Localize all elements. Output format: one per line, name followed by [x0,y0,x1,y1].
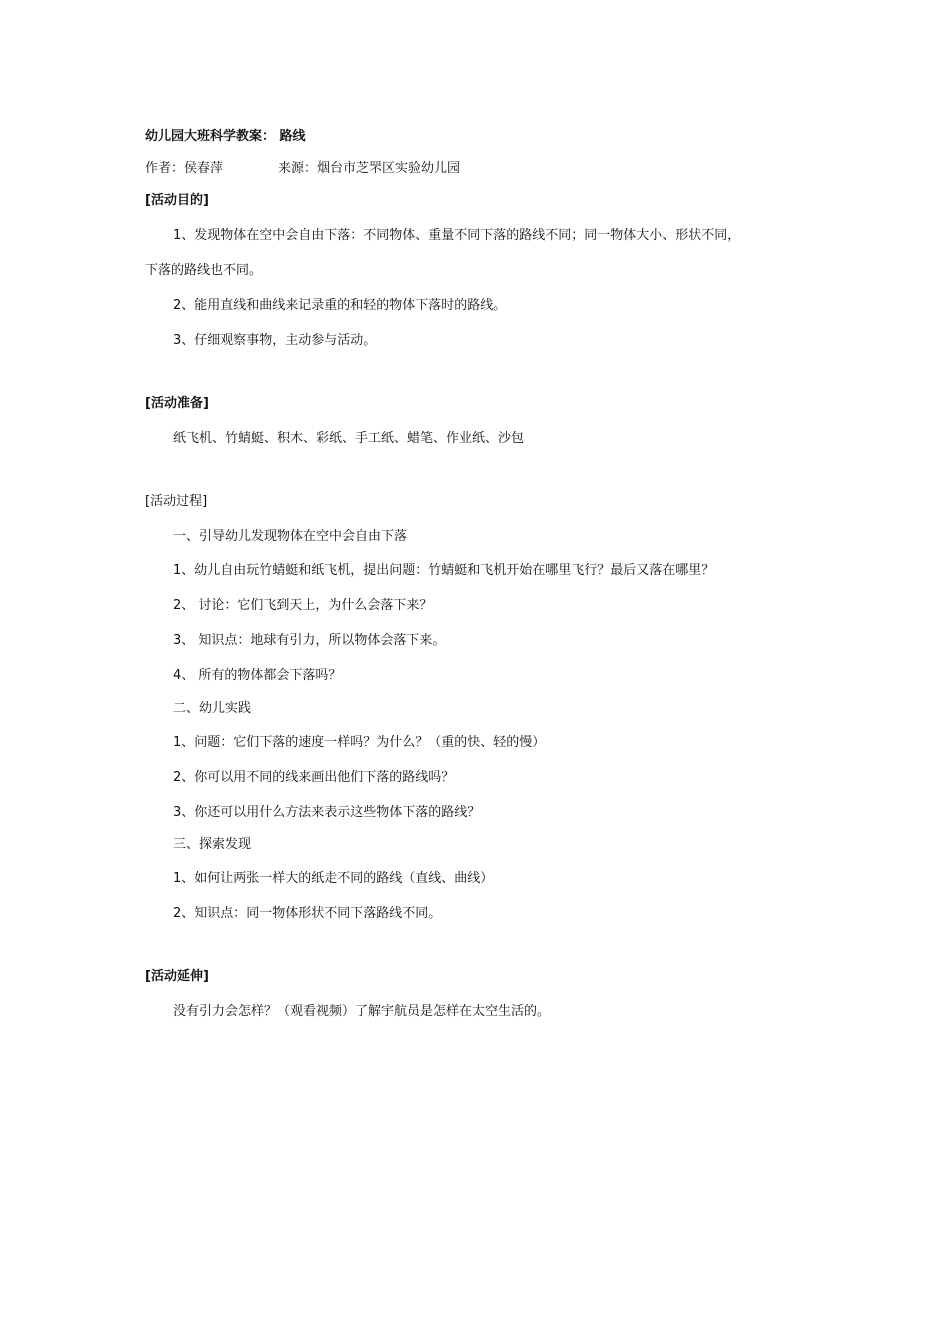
process-part2-title: 二、幼儿实践 [173,701,252,716]
goal-item-3: 3、仔细观察事物，主动参与活动。 [173,333,377,348]
process-part3-item: 2、知识点：同一物体形状不同下落路线不同。 [173,906,442,921]
goals-heading: [活动目的] [145,193,209,208]
process-part3-item: 1、如何让两张一样大的纸走不同的路线（直线、曲线） [173,871,494,886]
goal-item-1: 1、发现物体在空中会自由下落：不同物体、重量不同下落的路线不同；同一物体大小、形状不同， [173,228,741,243]
process-part2-item: 3、你还可以用什么方法来表示这些物体下落的路线？ [173,805,481,820]
process-part2-item: 2、你可以用不同的线来画出他们下落的路线吗？ [173,770,455,785]
goal-item-1-continued: 下落的路线也不同。 [145,263,263,278]
process-heading: [活动过程] [145,494,208,509]
process-part1-item: 1、幼儿自由玩竹蜻蜓和纸飞机，提出问题：竹蜻蜓和飞机开始在哪里飞行？最后又落在哪里？ [173,563,715,578]
extension-heading: [活动延伸] [145,969,209,984]
process-part3-title: 三、探索发现 [173,837,252,852]
prep-materials: 纸飞机、竹蜻蜓、积木、彩纸、手工纸、蜡笔、作业纸、沙包 [173,431,525,446]
goal-item-2: 2、能用直线和曲线来记录重的和轻的物体下落时的路线。 [173,298,507,313]
process-part1-item: 4、 所有的物体都会下落吗？ [173,668,342,683]
source-label: 来源：烟台市芝罘区实验幼儿园 [278,161,461,176]
process-part1-item: 2、 讨论：它们飞到天上，为什么会落下来？ [173,598,433,613]
author-label: 作者：侯春萍 [145,161,224,176]
process-part2-item: 1、问题：它们下落的速度一样吗？为什么？（重的快、轻的慢） [173,735,546,750]
prep-heading: [活动准备] [145,396,209,411]
process-part1-item: 3、 知识点：地球有引力，所以物体会落下来。 [173,633,446,648]
extension-text: 没有引力会怎样？（观看视频）了解宇航员是怎样在太空生活的。 [173,1004,551,1019]
process-part1-title: 一、引导幼儿发现物体在空中会自由下落 [173,529,408,544]
document-title: 幼儿园大班科学教案： 路线 [145,129,306,144]
